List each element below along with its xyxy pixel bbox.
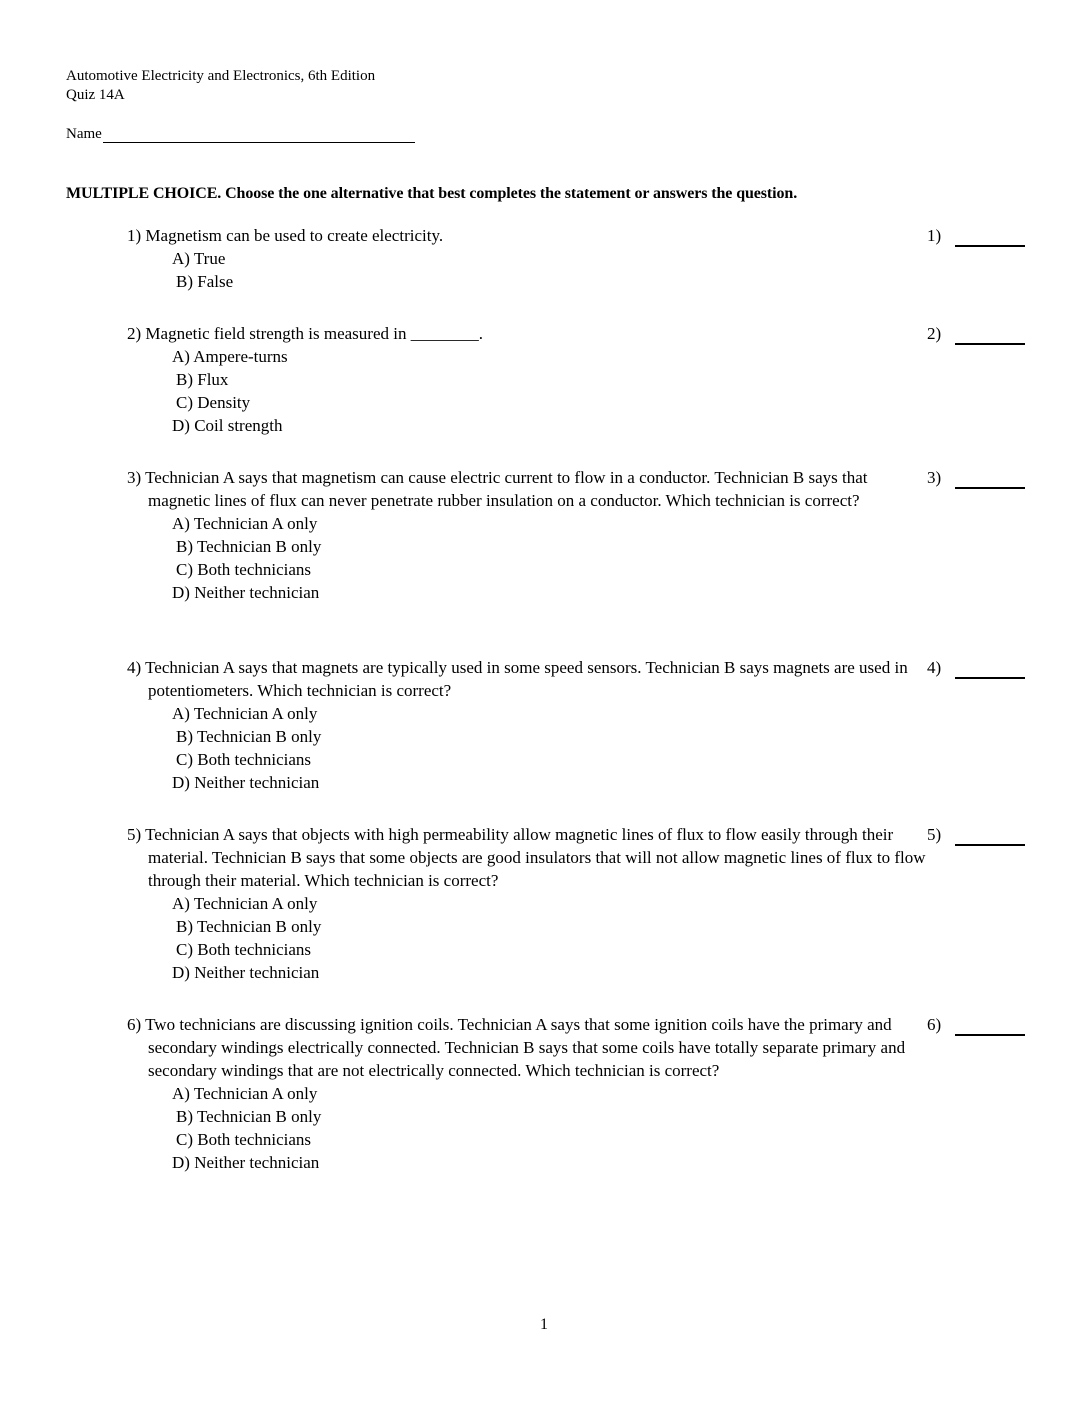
choice-a[interactable]: A) Technician A only [172, 704, 318, 723]
quiz-label: Quiz 14A [66, 87, 125, 103]
question-text: 3) Technician A says that magnetism can cause electric current to flow in a conductor. Technician B says that magnetic lines of flux can never penetrate rubber insulation on a conductor. Which technician is correct? [127, 468, 868, 510]
question-text: 6) Two technicians are discussing ignition coils. Technician A says that some ignition coils have the primary and secondary windings electrically connected. Technician B says that some coils have totally separate primary and secondary windings that are not electrically connected. Which technician is correct? [127, 1015, 906, 1080]
question-5 [127, 823, 1087, 984]
answer-slot [927, 1013, 1025, 1036]
question-2 [127, 322, 1087, 437]
page-number: 1 [540, 1316, 548, 1333]
question-4 [127, 656, 1087, 794]
choice-a[interactable]: A) True [172, 249, 226, 268]
choice-d[interactable]: D) Coil strength [172, 416, 283, 435]
choice-a[interactable]: A) Technician A only [172, 894, 318, 913]
answer-slot [927, 224, 1025, 247]
question-3 [127, 466, 1087, 604]
choice-d[interactable]: D) Neither technician [172, 583, 320, 602]
choice-a[interactable]: A) Technician A only [172, 1084, 318, 1103]
choice-a[interactable]: A) Ampere-turns [172, 347, 288, 366]
answer-blank[interactable] [955, 663, 1025, 679]
choice-b[interactable]: B) Technician B only [176, 537, 322, 556]
choice-a[interactable]: A) Technician A only [172, 514, 318, 533]
document-header [66, 67, 375, 105]
choices [172, 247, 1087, 293]
name-row [66, 125, 415, 143]
choices [172, 512, 1087, 604]
choice-d[interactable]: D) Neither technician [172, 773, 320, 792]
choice-b[interactable]: B) Technician B only [176, 1107, 322, 1126]
choice-c[interactable]: C) Both technicians [176, 1130, 312, 1149]
answer-number: 4) [927, 658, 942, 677]
question-6 [127, 1013, 1087, 1174]
choice-c[interactable]: C) Both technicians [176, 560, 312, 579]
answer-number: 2) [927, 324, 942, 343]
choice-b[interactable]: B) Technician B only [176, 917, 322, 936]
answer-blank[interactable] [955, 830, 1025, 846]
document-title: Automotive Electricity and Electronics, 6th Edition [66, 68, 376, 84]
question-1 [127, 224, 1087, 293]
answer-slot [927, 466, 1025, 489]
answer-number: 5) [927, 825, 942, 844]
answer-number: 6) [927, 1015, 942, 1034]
answer-slot [927, 823, 1025, 846]
instructions: MULTIPLE CHOICE. Choose the one alternative that best completes the statement or answers the question. [66, 185, 798, 202]
choices [172, 345, 1087, 437]
name-label: Name [66, 126, 102, 142]
question-text: 1) Magnetism can be used to create electricity. [127, 226, 444, 245]
answer-number: 3) [927, 468, 942, 487]
choice-b[interactable]: B) False [176, 272, 234, 291]
answer-blank[interactable] [955, 473, 1025, 489]
choice-c[interactable]: C) Density [176, 393, 251, 412]
choices [172, 892, 1087, 984]
name-field[interactable] [103, 125, 415, 143]
answer-blank[interactable] [955, 1020, 1025, 1036]
choice-d[interactable]: D) Neither technician [172, 1153, 320, 1172]
answer-slot [927, 322, 1025, 345]
choice-b[interactable]: B) Flux [176, 370, 229, 389]
answer-slot [927, 656, 1025, 679]
answer-blank[interactable] [955, 329, 1025, 345]
question-text: 4) Technician A says that magnets are typically used in some speed sensors. Technician B says magnets are used in potentiometers. Which technician is correct? [127, 658, 908, 700]
choices [172, 702, 1087, 794]
choice-d[interactable]: D) Neither technician [172, 963, 320, 982]
answer-blank[interactable] [955, 231, 1025, 247]
choices [172, 1082, 1087, 1174]
choice-c[interactable]: C) Both technicians [176, 750, 312, 769]
answer-number: 1) [927, 226, 942, 245]
choice-b[interactable]: B) Technician B only [176, 727, 322, 746]
question-text: 2) Magnetic field strength is measured in ________. [127, 324, 483, 343]
choice-c[interactable]: C) Both technicians [176, 940, 312, 959]
question-text: 5) Technician A says that objects with high permeability allow magnetic lines of flux to flow easily through their material. Technician B says that some objects are good insulators that will not allow magnetic lines of flux to flow through their material. Which technician is correct? [127, 825, 926, 890]
